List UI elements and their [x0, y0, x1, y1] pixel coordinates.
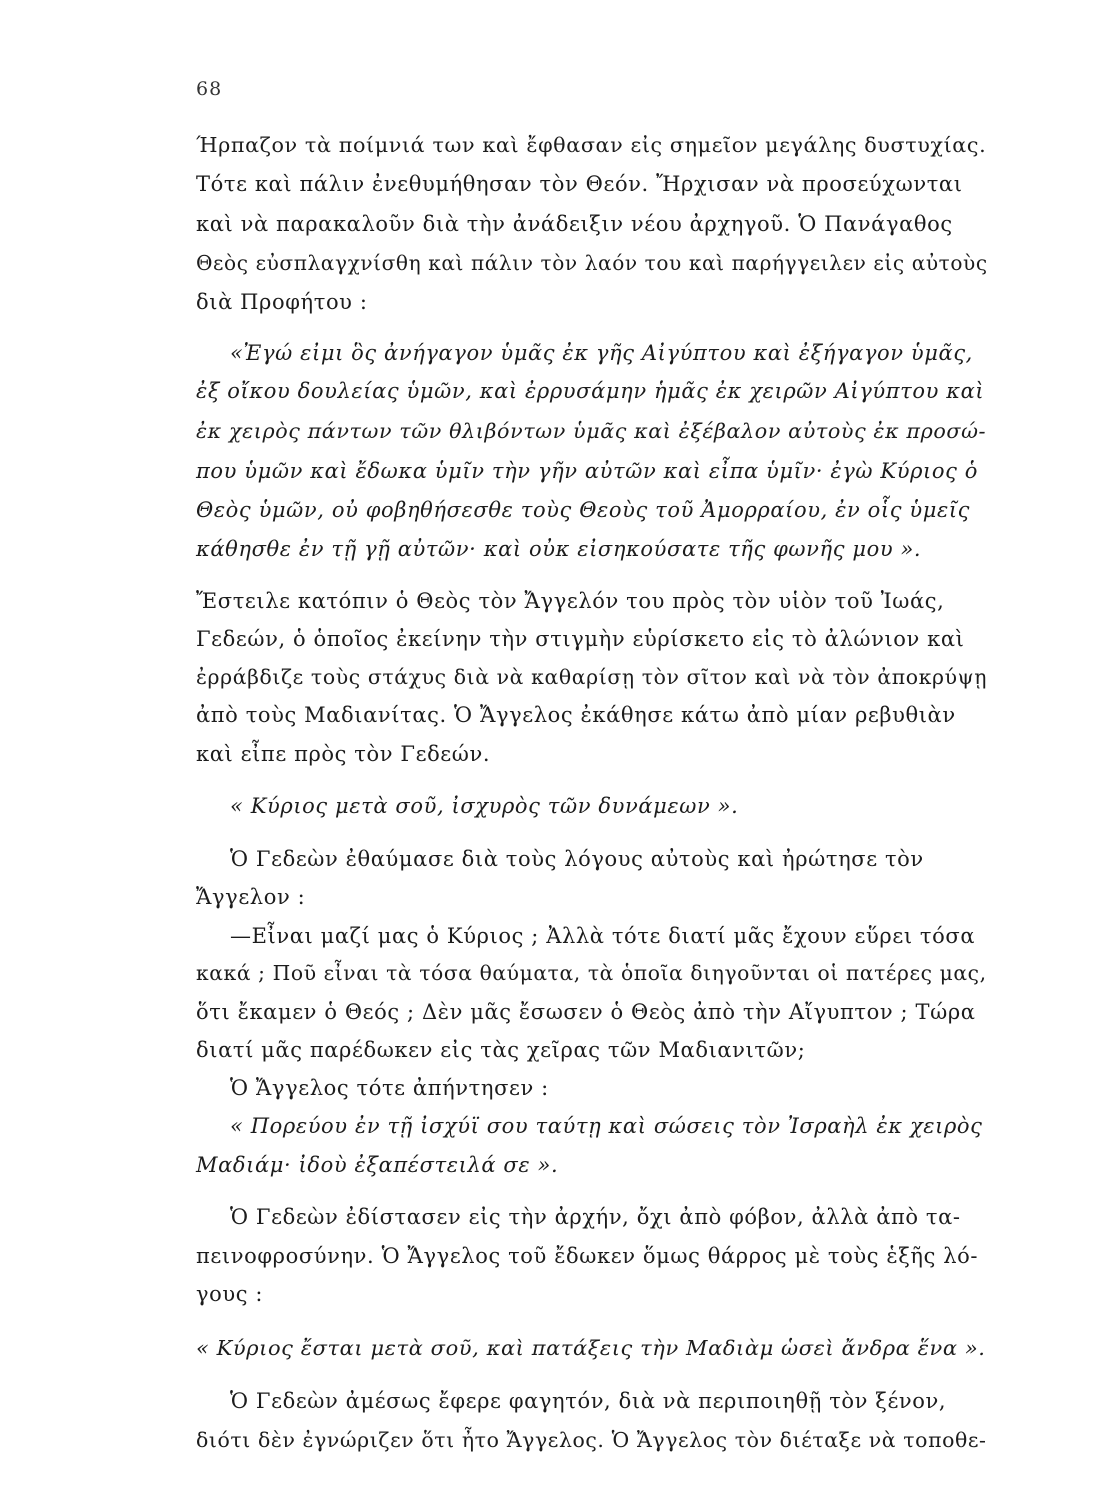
text-line: κακά ; Ποῦ εἶναι τὰ τόσα θαύματα, τὰ ὁποῖα διηγοῦνται οἱ πατέρες μας, [196, 961, 987, 985]
text-line: γους : [196, 1282, 264, 1306]
text-line: ἐκ χειρὸς πάντων τῶν θλιβόντων ὑμᾶς καὶ ἐξέβαλον αὐτοὺς ἐκ προσώ- [196, 419, 987, 443]
text-line: Ήρπαζον τὰ ποίμνιά των καὶ ἔφθασαν εἰς σημεῖον μεγάλης δυστυχίας. [196, 133, 987, 157]
text-line: κάθησθε ἐν τῇ γῇ αὐτῶν· καὶ οὐκ εἰσηκούσατε τῆς φωνῆς μου ». [196, 537, 922, 561]
text-line: καὶ νὰ παρακαλοῦν διὰ τὴν ἀνάδειξιν νέου ἀρχηγοῦ. Ὁ Πανάγαθος [196, 212, 953, 236]
text-line: Γεδεών, ὁ ὁποῖος ἐκείνην τὴν στιγμὴν εὑρίσκετο εἰς τὸ ἀλώνιον καὶ [196, 627, 965, 651]
text-line: καὶ εἶπε πρὸς τὸν Γεδεών. [196, 742, 491, 766]
text-line: « Κύριος ἔσται μετὰ σοῦ, καὶ πατάξεις τὴν Μαδιὰμ ὡσεὶ ἄνδρα ἕνα ». [196, 1336, 986, 1360]
text-line: Ὁ Γεδεὼν ἐδίστασεν εἰς τὴν ἀρχήν, ὄχι ἀπὸ φόβον, ἀλλὰ ἀπὸ τα- [230, 1205, 961, 1229]
text-line: —Εἶναι μαζί μας ὁ Κύριος ; Ἀλλὰ τότε διατί μᾶς ἔχουν εὕρει τόσα [230, 924, 976, 948]
text-line: Ὁ Γεδεὼν ἀμέσως ἔφερε φαγητόν, διὰ νὰ περιποιηθῇ τὸν ξένον, [230, 1389, 947, 1413]
text-line: ὅτι ἔκαμεν ὁ Θεός ; Δὲν μᾶς ἔσωσεν ὁ Θεὸς ἀπὸ τὴν Αἴγυπτον ; Τώρα [196, 1000, 976, 1024]
text-line: που ὑμῶν καὶ ἔδωκα ὑμῖν τὴν γῆν αὐτῶν καὶ εἶπα ὑμῖν· ἐγὼ Κύριος ὁ [196, 459, 978, 483]
text-line: «Ἐγώ εἰμι ὃς ἀνήγαγον ὑμᾶς ἐκ γῆς Αἰγύπτου καὶ ἐξήγαγον ὑμᾶς, [230, 341, 973, 365]
text-line: « Πορεύου ἐν τῇ ἰσχύϊ σου ταύτῃ καὶ σώσεις τὸν Ἰσραὴλ ἐκ χειρὸς [230, 1114, 983, 1138]
text-line: διὰ Προφήτου : [196, 290, 368, 314]
text-line: Μαδιάμ· ἰδοὺ ἐξαπέστειλά σε ». [196, 1153, 559, 1177]
text-line: ἀπὸ τοὺς Μαδιανίτας. Ὁ Ἄγγελος ἐκάθησε κάτω ἀπὸ μίαν ρεβυθιὰν [196, 703, 956, 727]
text-line: ἐρράβδιζε τοὺς στάχυς διὰ νὰ καθαρίσῃ τὸν σῖτον καὶ νὰ τὸν ἀποκρύψῃ [196, 665, 988, 689]
text-line: « Κύριος μετὰ σοῦ, ἰσχυρὸς τῶν δυνάμεων ». [230, 794, 739, 818]
text-line: Θεὸς εὐσπλαγχνίσθη καὶ πάλιν τὸν λαόν του καὶ παρήγγειλεν εἰς αὐτοὺς [196, 251, 988, 275]
page-number: 68 [196, 78, 223, 100]
text-line: πεινοφροσύνην. Ὁ Ἄγγελος τοῦ ἔδωκεν ὅμως θάρρος μὲ τοὺς ἑξῆς λό- [196, 1244, 979, 1268]
text-line: Ὁ Γεδεὼν ἐθαύμασε διὰ τοὺς λόγους αὐτοὺς καὶ ἠρώτησε τὸν [230, 847, 924, 871]
text-line: Ἄγγελον : [196, 885, 306, 909]
text-line: ἐξ οἴκου δουλείας ὑμῶν, καὶ ἐρρυσάμην ἡμᾶς ἐκ χειρῶν Αἰγύπτου καὶ [196, 379, 985, 403]
text-line: Ἔστειλε κατόπιν ὁ Θεὸς τὸν Ἄγγελόν του πρὸς τὸν υἱὸν τοῦ Ἰωάς, [196, 589, 945, 613]
text-line: διότι δὲν ἐγνώριζεν ὅτι ἦτο Ἄγγελος. Ὁ Ἄγγελος τὸν διέταξε νὰ τοποθε- [196, 1428, 987, 1452]
text-line: Θεὸς ὑμῶν, οὐ φοβηθήσεσθε τοὺς Θεοὺς τοῦ Ἀμορραίου, ἐν οἷς ὑμεῖς [196, 498, 971, 522]
text-line: Ὁ Ἄγγελος τότε ἀπήντησεν : [230, 1076, 549, 1100]
text-line: Τότε καὶ πάλιν ἐνεθυμήθησαν τὸν Θεόν. Ἤρχισαν νὰ προσεύχωνται [196, 172, 963, 196]
text-line: διατί μᾶς παρέδωκεν εἰς τὰς χεῖρας τῶν Μαδιανιτῶν; [196, 1038, 806, 1062]
